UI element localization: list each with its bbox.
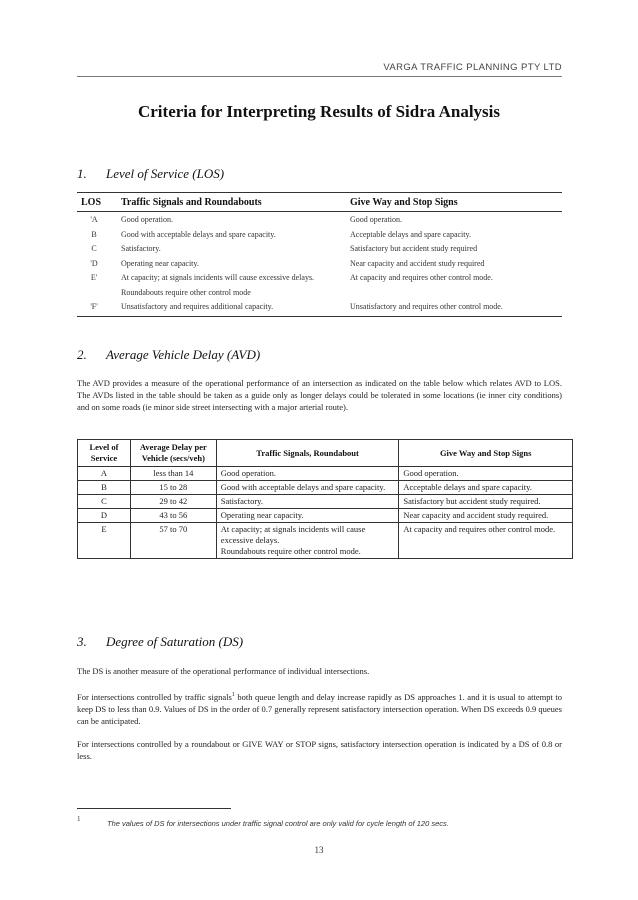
table-row [78, 481, 573, 495]
los-signals-text: Satisfactory. [121, 244, 161, 253]
ds-p2-end: both queue length and delay increase rapidly as DS approaches 1. and it is usual to attempt to keep DS to less than 0.9. Values of DS in the order of 0.7 generally represent satisfactory intersection operation. When DS exceeds 0.9 queues can be anticipated. [77, 691, 563, 726]
los-row [77, 257, 562, 272]
avd-giveway-cell: Satisfactory but accident study required. [399, 495, 573, 509]
los-giveway-text: Near capacity and accident study required [350, 258, 485, 268]
company-header: VARGA TRAFFIC PLANNING PTY LTD [383, 62, 562, 73]
ds-paragraph-3: For intersections controlled by a roundabout or GIVE WAY or STOP signs, satisfactory intersection operation is indicated by a DS of 0.8 or less. [77, 739, 562, 761]
avd-los-header: Level of Service [78, 440, 131, 467]
los-grade: E' [90, 273, 98, 282]
los-grade: 'F' [90, 302, 98, 311]
avd-paragraph: The AVD provides a measure of the operational performance of an intersection as indicated on the table below which relates AVD to LOS. The AVDs listed in the table should be taken as a guide only as longer delays could be tolerated in some locations (ie inner city conditions) and on some roads (ie minor side street intersecting with a major arterial route). [77, 378, 562, 412]
avd-giveway-cell: Acceptable delays and spare capacity. [399, 481, 573, 495]
los-grade: C [91, 244, 97, 253]
los-grade: 'A [90, 215, 98, 224]
avd-table [77, 439, 573, 559]
los-giveway-text: Good operation. [350, 215, 402, 224]
los-table-header [77, 196, 562, 213]
ds-paragraph-1: The DS is another measure of the operational performance of individual intersections. [77, 666, 370, 676]
footnote-reference[interactable]: 1 [231, 692, 235, 698]
avd-los-cell: A [78, 467, 131, 481]
los-signals-text: Operating near capacity. [121, 258, 199, 268]
section-1-number: 1. [77, 166, 87, 181]
los-row [77, 213, 562, 228]
los-giveway-text: Unsatisfactory and requires other control mode. [350, 302, 503, 311]
avd-giveway-cell: Good operation. [399, 467, 573, 481]
los-signals-text: Good with acceptable delays and spare capacity. [121, 229, 276, 239]
page-title: Criteria for Interpreting Results of Sidra Analysis [137, 102, 501, 121]
section-2-number: 2. [77, 347, 87, 362]
los-giveway-text: At capacity and requires other control mode. [350, 273, 493, 282]
avd-los-cell: B [78, 481, 131, 495]
los-grade: B [91, 229, 97, 239]
avd-delay-cell: 15 to 28 [130, 481, 216, 495]
avd-giveway-cell: Near capacity and accident study required. [399, 509, 573, 523]
los-col-header: LOS [81, 197, 102, 208]
avd-delay-cell: 43 to 56 [130, 509, 216, 523]
avd-giveway-cell: At capacity and requires other control mode. [399, 523, 573, 559]
los-signals-text: At capacity; at signals incidents will cause excessive delays. Roundabouts require other control mode [121, 273, 315, 297]
avd-giveway-header: Give Way and Stop Signs [399, 440, 573, 467]
avd-signals-cell: Satisfactory. [216, 495, 399, 509]
avd-delay-cell: less than 14 [130, 467, 216, 481]
section-2-title: Average Vehicle Delay (AVD) [106, 347, 261, 362]
los-table-bottom-rule [77, 316, 562, 317]
los-giveway-text: Satisfactory but accident study required [350, 244, 478, 253]
los-signals-text: Unsatisfactory and requires additional capacity. [121, 302, 274, 311]
ds-paragraph-2 [77, 689, 562, 727]
section-1-title: Level of Service (LOS) [106, 166, 225, 181]
ds-p2-start: For intersections controlled by traffic signals [77, 691, 232, 702]
los-row [77, 300, 562, 315]
table-row [78, 467, 573, 481]
los-table-top-rule [77, 192, 562, 193]
los-row [77, 228, 562, 243]
los-row [77, 271, 562, 300]
section-3-heading [77, 634, 243, 650]
avd-signals-header: Traffic Signals, Roundabout [216, 440, 399, 467]
avd-delay-cell: 29 to 42 [130, 495, 216, 509]
section-3-title: Degree of Saturation (DS) [106, 634, 244, 649]
table-row [78, 509, 573, 523]
footnote-rule [77, 808, 231, 809]
section-1-heading [77, 166, 224, 182]
avd-los-cell: D [78, 509, 131, 523]
table-row [78, 495, 573, 509]
avd-los-cell: E [78, 523, 131, 559]
footnote-mark: 1 [77, 815, 81, 823]
los-signals-text: Good operation. [121, 215, 173, 224]
section-2-heading [77, 347, 260, 363]
los-grade: 'D [90, 258, 98, 268]
los-table [77, 196, 562, 315]
avd-signals-cell: Operating near capacity. [216, 509, 399, 523]
avd-delay-header: Average Delay per Vehicle (secs/veh) [130, 440, 216, 467]
giveway-col-header: Give Way and Stop Signs [350, 197, 458, 208]
avd-signals-cell: Good operation. [216, 467, 399, 481]
table-row [78, 523, 573, 559]
footnote-text: The values of DS for intersections under traffic signal control are only valid for cycle length of 120 secs. [107, 819, 449, 828]
avd-delay-cell: 57 to 70 [130, 523, 216, 559]
avd-table-header [78, 440, 573, 467]
signals-col-header: Traffic Signals and Roundabouts [121, 197, 262, 208]
header-rule [77, 76, 562, 77]
section-3-number: 3. [77, 634, 87, 649]
los-row [77, 242, 562, 257]
avd-signals-cell: At capacity; at signals incidents will cause excessive delays. Roundabouts require other control mode. [216, 523, 399, 559]
page-number: 13 [314, 845, 324, 855]
los-giveway-text: Acceptable delays and spare capacity. [350, 229, 471, 239]
avd-signals-cell: Good with acceptable delays and spare capacity. [216, 481, 399, 495]
avd-los-cell: C [78, 495, 131, 509]
